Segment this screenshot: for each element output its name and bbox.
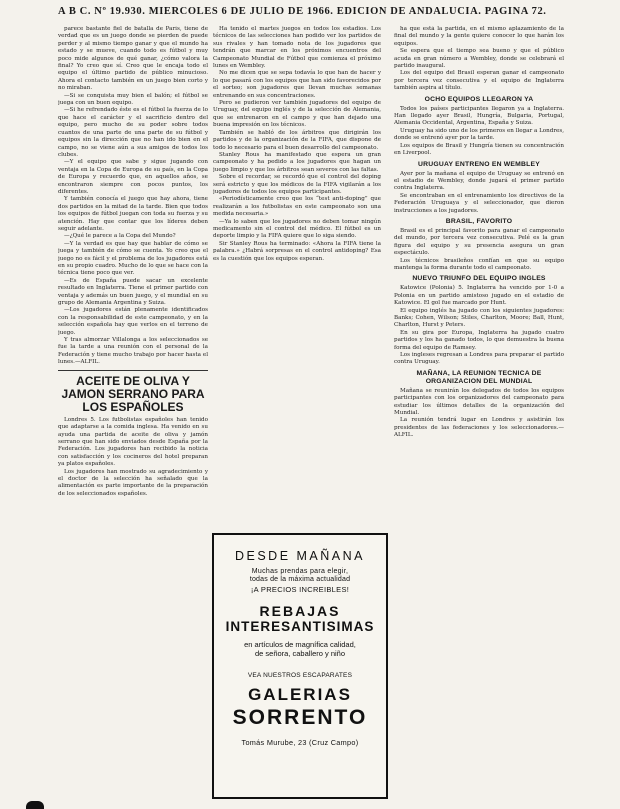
paragraph: Mañana se reunirán los delegados de todos los equipos participantes con los organizadores del campeonato para estudiar los últimos detalles de la organización del Mundial. <box>394 387 564 417</box>
ad-line: en artículos de magnífica calidad, <box>244 640 356 649</box>
paragraph: Los ingleses regresan a Londres para preparar el partido contra Uruguay. <box>394 352 564 366</box>
paragraph: Se espera que el tiempo sea bueno y que el público acuda en gran número a Wembley, donde se celebrará el partido inaugural. <box>394 48 564 70</box>
paragraph: «Periodísticamente creo que los “test anti-doping” que realizarán a los futbolistas en este campeonato son una medida necesaria.» <box>213 196 381 218</box>
paragraph: Uruguay ha sido uno de los primeros en llegar a Londres, donde se entrenó ayer por la tarde. <box>394 127 564 142</box>
subheading: BRASIL, FAVORITO <box>445 217 513 225</box>
ad-store-name: GALERIAS <box>248 685 352 704</box>
paragraph: El equipo inglés ha jugado con los siguientes jugadores: Banks; Cohen, Wilson; Stiles, Charlton, Moore; Ball, Hunt, Charlton, Hurst y Peters. <box>394 307 564 329</box>
paragraph: —Ya lo saben que los jugadores no deben tomar ningún medicamento sin el control del médico. El fútbol es un deporte limpio y la FIFA quiere que lo siga siendo. <box>213 218 381 240</box>
column-middle <box>213 26 381 526</box>
subheading: URUGUAY ENTRENO EN WEMBLEY <box>418 160 540 168</box>
paragraph: Los del equipo del Brasil esperan ganar el campeonato por tercera vez consecutiva y el equipo de Inglaterra también aspira al título. <box>394 70 564 92</box>
paragraph: En su gira por Europa, Inglaterra ha jugado cuatro partidos y los ha ganado todos, lo que demuestra la buena forma del equipo de Ramsey. <box>394 329 564 351</box>
ad-line: INTERESANTISIMAS <box>225 619 375 634</box>
paragraph: Brasil es el principal favorito para ganar el campeonato del mundo, por tercera vez consecutiva. Pelé es la gran figura del equipo y su presencia asegura un gran espectáculo. <box>394 227 564 257</box>
paragraph: Los jugadores han mostrado su agradecimiento y el doctor de la selección ha señalado que la alimentación es parte importante de la preparación de los seleccionados españoles. <box>58 468 208 497</box>
paragraph: Sir Stanley Rous ha terminado: «Ahora la FIFA tiene la palabra.» ¿Habrá sorpresas en el control antidoping? Esa es la cuestión que los equipos esperan. <box>213 240 381 262</box>
paragraph: La reunión tendrá lugar en Londres y asistirán los presidentes de las federaciones y los seleccionadores.—ALFIL. <box>394 417 564 439</box>
ad-line: Muchas prendas para elegir, <box>251 568 349 575</box>
paragraph: Todos los países participantes llegaron ya a Inglaterra. Han llegado ayer Brasil, Hungría, Bulgaria, Portugal, Alemania Occidental, Argentina, España y Suiza. <box>394 105 564 127</box>
paragraph: Se encontraban en el entrenamiento los directivos de la Federación Uruguaya y el seleccionador, que dieron instrucciones a los jugadores. <box>394 192 564 214</box>
paragraph: —Si he refrendado éste es el fútbol la fuerza de lo que hace el carácter y el sacrificio dentro del equipo, pero mucho de su poder sobre todos cuantos de una parte de una parte de su fútbol y equipos sin la dirección que no han ido bien en el campo, no se viene aún a sus amigos de todos los clubes. <box>58 107 208 158</box>
paragraph: Los equipos de Brasil y Hungría tienen su concentración en Liverpool. <box>394 142 564 157</box>
paragraph: Ha tenido el martes juegos en todos los estadios. Los técnicos de las selecciones han podido ver los partidos de sus rivales y han tomado nota de los jugadores que tendrán que marcar en los próximos encuentros del Campeonato Mundial de Fútbol que comienza el próximo lunes en Wembley. <box>213 26 381 70</box>
headline-aceite-jamon: ACEITE DE OLIVA Y JAMON SERRANO PARA LOS ESPAÑOLES <box>61 373 205 414</box>
advertisement-galerias-sorrento <box>212 533 388 799</box>
paragraph: —Los jugadores están plenamente identificados con la responsabilidad de este campeonato, y en la selección española hay que verlos en el terreno de juego. <box>58 307 208 336</box>
paragraph: —¿Qué le parece a la Copa del Mundo? <box>64 233 176 240</box>
paragraph: Stanley Rous ha manifestado que espera un gran campeonato y ha pedido a los jugadores que hagan un juego limpio y que los árbitros sean severos con las faltas. <box>213 151 381 173</box>
paragraph: parece bastante fiel de batalla de París, tiene de verdad que es un juego donde se pierden de puede perder y al mismo tiempo ganar y que el mundo ha estado y se mueve, cuando todo es fútbol y muy poco mide algunos de qué ganar, ¿cómo valora la final? Yo creo que sí. Creo que le encaja todo el equipo el último partido de público minucioso. Ahora el contacto también en un juego bien corto y no miraban. <box>58 26 208 92</box>
subheading: MAÑANA, LA REUNION TECNICA DE ORGANIZACION DEL MUNDIAL <box>416 369 542 385</box>
paragraph: Y tras almorzar Villalonga a los seleccionados se fue la tarde a una reunión con el personal de la Federación y tiene mucho trabajo por hacer hasta el lunes.—ALFIL. <box>58 337 208 366</box>
paragraph: Sobre el recordar, se recordó que el control del doping será estricto y que los médicos de la FIFA vigilarán a los jugadores de todos los equipos participantes. <box>213 174 381 195</box>
ad-address: Tomás Murube, 23 (Cruz Campo) <box>241 738 359 747</box>
column-left <box>58 26 208 804</box>
paragraph: —Y la verdad es que hay que hablar de cómo se juega y también de cómo se cuenta. Yo creo que el juego no es fácil y el problema de los jugadores está en su propio cuadro. Mucho de lo que se hace con la técnica tiene poco que ver. <box>58 240 208 277</box>
ad-line: ¡A PRECIOS INCREIBLES! <box>250 585 350 594</box>
paragraph: Los técnicos brasileños confían en que su equipo mantenga la forma durante todo el campeonato. <box>394 257 564 271</box>
paragraph: —Si se conquista muy bien el balón; el fútbol se juega con un buen equipo. <box>58 92 208 107</box>
paragraph: También se habló de los árbitros que dirigirán los partidos y de la organización de la FIFA, que dispone de todo lo necesario para el buen desarrollo del campeonato. <box>213 129 381 151</box>
ad-line: DESDE MAÑANA <box>234 549 366 563</box>
paragraph: —Es de España puede sacar un excelente resultado en Inglaterra. Tiene el primer partido con ventaja y además un buen juego, y el mundial en su grupo de Alemania Argentina y Suiza. <box>58 277 208 307</box>
ad-line: de señora, caballero y niño <box>254 649 346 658</box>
ad-line: REBAJAS <box>259 603 341 619</box>
paragraph: Pero se pudieron ver también jugadores del equipo de Uruguay, del equipo inglés y de la selección de Alemania, que se entrenaron en el campo y que han dejado una buena impresión en los técnicos. <box>213 100 381 129</box>
paragraph: Londres 5. Los futbolistas españoles han tenido que adaptarse a la comida inglesa. Ha venido en su ayuda una partida de aceite de oliva y jamón serrano que han sido enviados desde España por la Federación. Los jugadores han recibido la noticia con satisfacción y los cocineros del hotel preparan ya platos españoles. <box>58 416 208 468</box>
ink-smudge <box>26 801 44 809</box>
paragraph: No me dicen que se sepa todavía lo que han de hacer y lo que pasará con los equipos que han sido favorecidos por el sorteo; son jugadores que llevan muchas semanas entrenando en sus concentraciones. <box>213 70 381 99</box>
subheading: NUEVO TRIUNFO DEL EQUIPO INGLES <box>412 275 546 283</box>
paragraph: Y también conocía el juego que hay ahora, tiene dos partidos en la mitad de la tarde. Bien que todos los equipos de fútbol juegan con toda su fuerza y su atención. Hay que contar que los líderes deben seguir adelante. <box>58 196 208 232</box>
paragraph: Ayer por la mañana el equipo de Uruguay se entrenó en el estadio de Wembley, donde jugará el primer partido contra Inglaterra. <box>394 170 564 192</box>
column-right <box>394 26 564 804</box>
ad-line: todas de la máxima actualidad <box>249 576 351 583</box>
subheading: OCHO EQUIPOS LLEGARON YA <box>424 95 534 103</box>
ad-store-name: SORRENTO <box>232 706 368 729</box>
ad-line: VEA NUESTROS ESCAPARATES <box>247 672 353 679</box>
paragraph: ha que está la partida, en el mismo aplazamiento de la final del mundo y la gente quiere conocer lo que harán los equipos. <box>394 26 564 47</box>
paragraph: Katowice (Polonia) 5. Inglaterra ha vencido por 1-0 a Polonia en un partido amistoso jugado en el estadio de Katowice. El gol fue marcado por Hunt. <box>394 285 564 307</box>
divider <box>58 370 208 371</box>
paragraph: —Y el equipo que sabe y sigue jugando con ventaja en la Copa de Europa de su país, en la Copa de Europa y recuerdo que, en aquellos años, se encontraron siempre con pocos puntos, los diferentes. <box>58 159 208 195</box>
page-header: A B C. Nº 19.930. MIERCOLES 6 DE JULIO DE 1966. EDICION DE ANDALUCIA. PAGINA 72. <box>58 6 547 17</box>
